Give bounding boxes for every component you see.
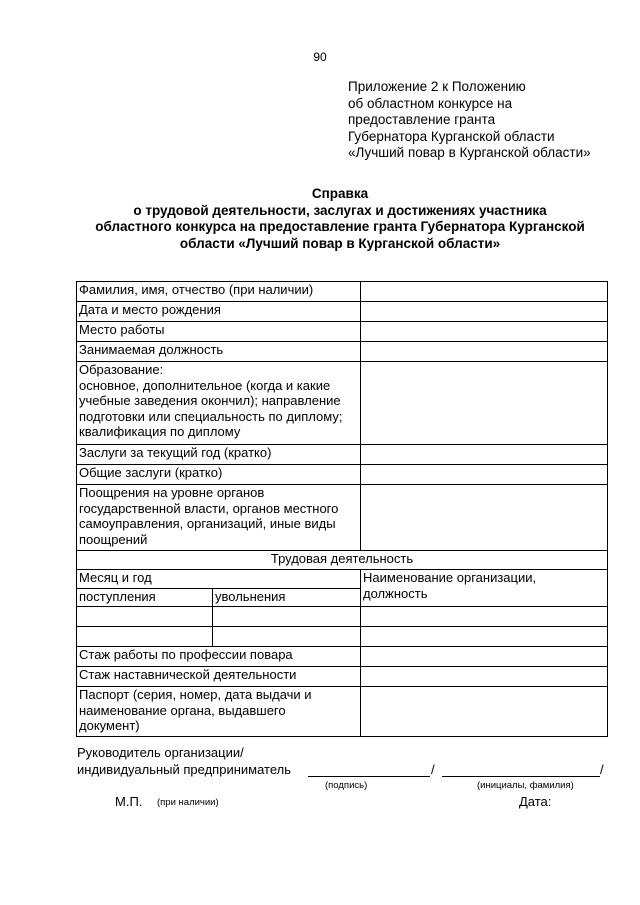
initials-line[interactable] — [442, 776, 600, 777]
label-merits-general: Общие заслуги (кратко) — [77, 465, 361, 485]
stamp-label: М.П. — [115, 794, 143, 809]
dismissal-header: увольнения — [213, 589, 361, 607]
appendix-line: «Лучший повар в Курганской области» — [348, 145, 591, 161]
education-line: квалификация по диплому — [79, 424, 241, 440]
appendix-line: предоставление гранта — [348, 112, 496, 128]
table-row — [77, 667, 608, 687]
passport-line: наименование органа, выдавшего — [79, 702, 286, 718]
label-position: Занимаемая должность — [77, 342, 361, 362]
education-line: Образование: — [79, 362, 164, 377]
org-name-header — [361, 570, 608, 607]
table-row — [77, 627, 608, 647]
value-merits-year[interactable] — [361, 445, 608, 465]
org-cell[interactable] — [361, 627, 608, 647]
appendix-line: Губернатора Курганской области — [348, 128, 555, 144]
table-row — [77, 607, 608, 627]
label-passport — [77, 687, 361, 737]
passport-line: документ) — [79, 718, 140, 734]
table-row — [77, 322, 608, 342]
appendix-note — [348, 79, 591, 162]
dismissal-cell[interactable] — [213, 607, 361, 627]
head-label-line2: индивидуальный предприниматель — [77, 762, 291, 777]
table-row — [77, 465, 608, 485]
label-education — [77, 362, 361, 445]
value-cook-experience[interactable] — [361, 647, 608, 667]
table-row — [77, 282, 608, 302]
table-row — [77, 445, 608, 465]
appendix-line: Приложение 2 к Положению — [348, 79, 526, 94]
appendix-line: об областном конкурсе на — [348, 95, 513, 111]
head-label-line1: Руководитель организации/ — [77, 745, 244, 760]
passport-line: Паспорт (серия, номер, дата выдачи и — [79, 687, 312, 702]
title-line: Справка — [311, 186, 369, 201]
encouragement-line: поощрений — [79, 531, 148, 547]
table-row — [77, 362, 608, 445]
org-name-line: Наименование организации, — [363, 570, 537, 585]
label-encouragement — [77, 485, 361, 551]
table-row — [77, 302, 608, 322]
education-line: подготовки или специальность по диплому; — [79, 408, 343, 424]
value-passport[interactable] — [361, 687, 608, 737]
title-line: областного конкурса на предоставление гранта Губернатора Курганской — [95, 219, 585, 235]
label-merits-year: Заслуги за текущий год (кратко) — [77, 445, 361, 465]
month-year-header: Месяц и год — [77, 570, 361, 589]
table-row — [77, 570, 608, 589]
label-cook-experience: Стаж работы по профессии повара — [77, 647, 361, 667]
admission-cell[interactable] — [77, 607, 213, 627]
work-activity-header: Трудовая деятельность — [77, 551, 608, 570]
dismissal-cell[interactable] — [213, 627, 361, 647]
value-mentor-experience[interactable] — [361, 667, 608, 687]
value-education[interactable] — [361, 362, 608, 445]
slash-separator: / — [431, 762, 435, 777]
label-workplace: Место работы — [77, 322, 361, 342]
encouragement-line: самоуправления, организаций, иные виды — [79, 516, 336, 532]
table-row — [77, 687, 608, 737]
value-workplace[interactable] — [361, 322, 608, 342]
education-line: учебные заведения окончил); направление — [79, 393, 341, 409]
value-encouragement[interactable] — [361, 485, 608, 551]
table-row — [77, 485, 608, 551]
encouragement-line: Поощрения на уровне органов — [79, 485, 265, 500]
initials-caption: (инициалы, фамилия) — [477, 780, 574, 791]
table-row — [77, 551, 608, 570]
label-birth: Дата и место рождения — [77, 302, 361, 322]
value-birth[interactable] — [361, 302, 608, 322]
date-label: Дата: — [519, 794, 552, 809]
label-mentor-experience: Стаж наставнической деятельности — [77, 667, 361, 687]
signature-line[interactable] — [308, 776, 430, 777]
org-cell[interactable] — [361, 607, 608, 627]
certificate-form-table — [76, 281, 608, 737]
title-line: о трудовой деятельности, заслугах и достижениях участника — [133, 202, 547, 218]
education-line: основное, дополнительное (когда и какие — [79, 377, 331, 393]
document-title — [60, 186, 620, 252]
encouragement-line: государственной власти, органов местного — [79, 500, 339, 516]
admission-cell[interactable] — [77, 627, 213, 647]
admission-header: поступления — [77, 589, 213, 607]
org-name-line: должность — [363, 585, 428, 601]
value-merits-general[interactable] — [361, 465, 608, 485]
value-position[interactable] — [361, 342, 608, 362]
stamp-note: (при наличии) — [157, 797, 219, 808]
page-number: 90 — [313, 50, 327, 64]
value-full-name[interactable] — [361, 282, 608, 302]
slash-separator: / — [600, 762, 604, 777]
label-full-name: Фамилия, имя, отчество (при наличии) — [77, 282, 361, 302]
signature-caption: (подпись) — [325, 780, 368, 791]
table-row — [77, 647, 608, 667]
title-line: области «Лучший повар в Курганской области» — [179, 235, 501, 251]
table-row — [77, 342, 608, 362]
